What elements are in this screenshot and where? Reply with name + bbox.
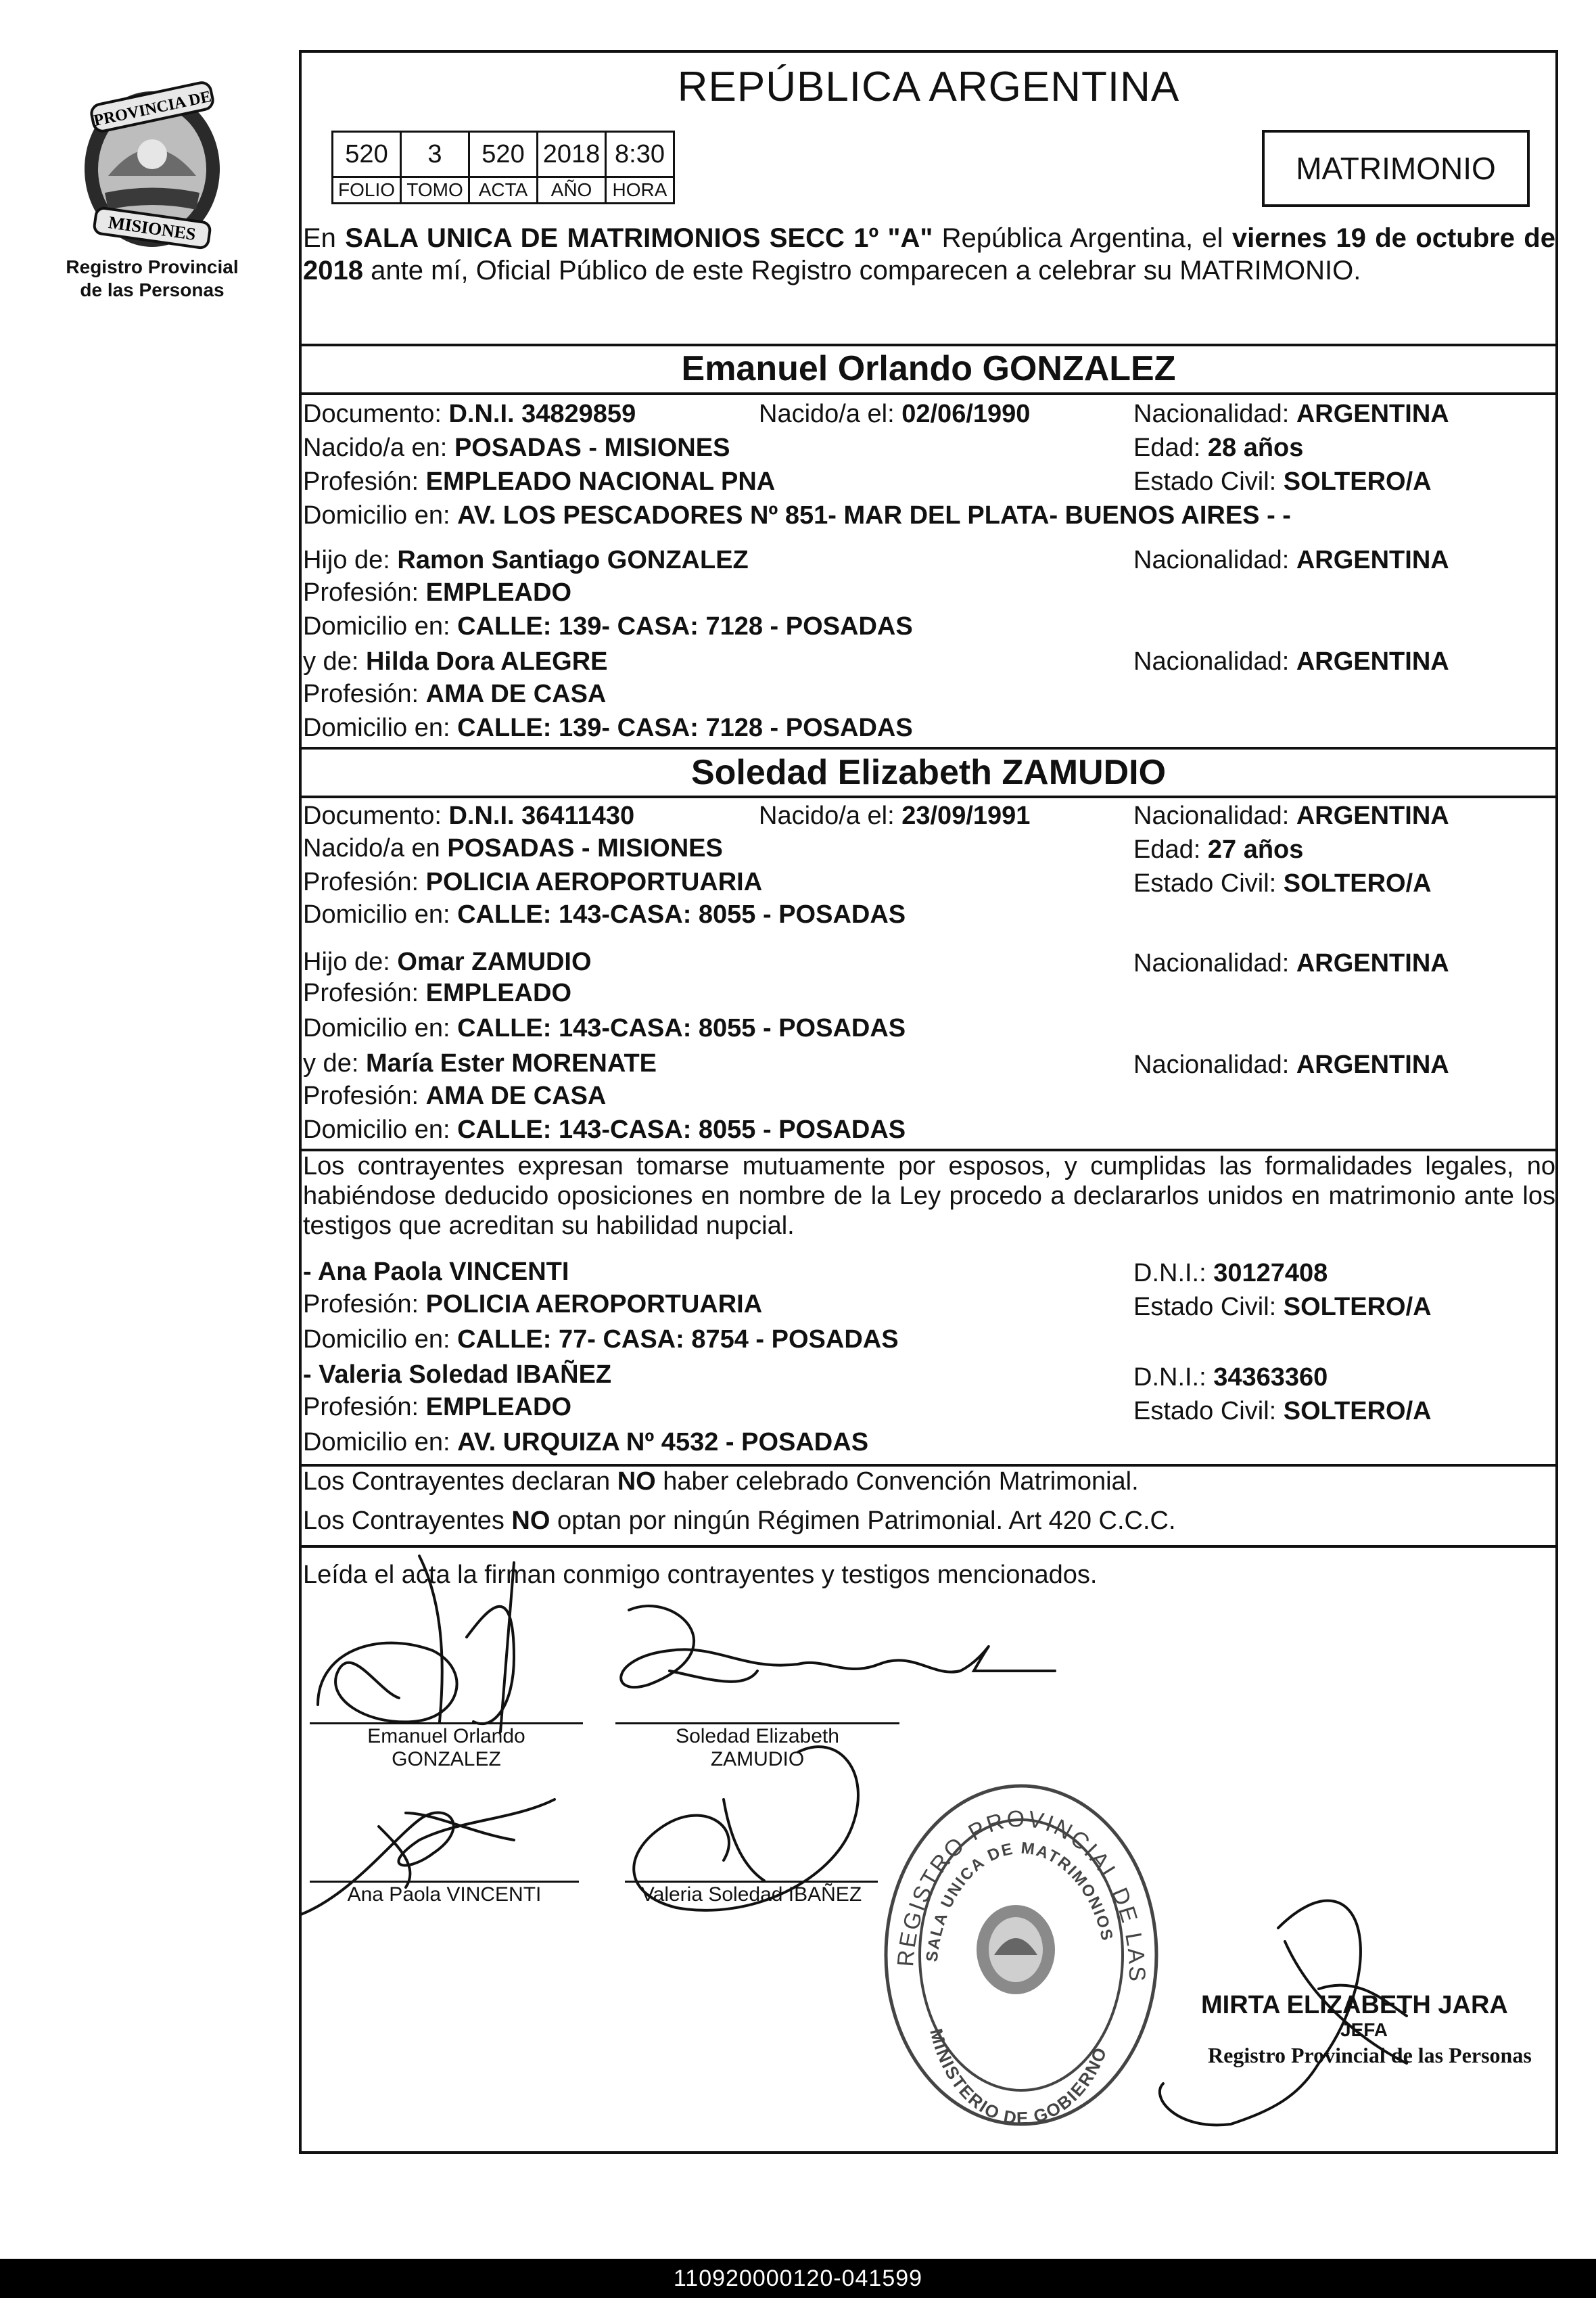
value: AMA DE CASA (425, 680, 607, 708)
intro-text-2: República Argentina, el (933, 223, 1232, 253)
value: CALLE: 143-CASA: 8055 - POSADAS (457, 900, 906, 929)
document-type-box: MATRIMONIO (1262, 130, 1530, 207)
label: Estado Civil: (1133, 467, 1277, 496)
value: SOLTERO/A (1283, 1397, 1432, 1425)
value: AV. LOS PESCADORES Nº 851- MAR DEL PLATA- BUENOS AIRES - - (457, 501, 1291, 530)
prefix: - (303, 1258, 318, 1286)
value: POSADAS - MISIONES (447, 834, 723, 863)
label: y de: (303, 647, 359, 676)
seal-outer-text-path: REGISTRO PROVINCIAL DE LAS PERSONAS (862, 1752, 1150, 1983)
value: D.N.I. 36411430 (448, 802, 635, 830)
label: Profesión: (303, 1082, 419, 1110)
page-title: REPÚBLICA ARGENTINA (677, 64, 1180, 110)
line1: Soledad Elizabeth (676, 1725, 839, 1747)
value: Hilda Dora ALEGRE (365, 647, 608, 676)
label: Hijo de: (303, 948, 390, 976)
value: CALLE: 139- CASA: 7128 - POSADAS (457, 612, 913, 641)
label: Nacido/a en: (303, 434, 448, 462)
label: Profesión: (303, 680, 419, 708)
label: Nacido/a el: (759, 802, 895, 830)
official-name: MIRTA ELIZABETH JARA (1201, 1991, 1508, 2019)
anio-label: AÑO (538, 177, 606, 204)
value: ARGENTINA (1296, 802, 1449, 830)
tomo-label: TOMO (401, 177, 469, 204)
value: ARGENTINA (1296, 546, 1449, 574)
document-barcode: 110920000120-041599 (0, 2259, 1596, 2298)
label: Documento: (303, 802, 442, 830)
official-office: Registro Provincial de las Personas (1208, 2043, 1532, 2067)
label: Domicilio en: (303, 1428, 450, 1456)
value: Ramon Santiago GONZALEZ (397, 546, 749, 574)
label: Nacionalidad: (1133, 802, 1290, 830)
value: ARGENTINA (1296, 400, 1449, 428)
emblem-bottom-text: MISIONES (107, 212, 197, 244)
value: 02/06/1990 (901, 400, 1031, 428)
label: Nacionalidad: (1133, 647, 1290, 676)
value: SOLTERO/A (1283, 467, 1432, 496)
label: Domicilio en: (303, 612, 450, 641)
value: SOLTERO/A (1283, 869, 1432, 898)
label: Hijo de: (303, 546, 390, 574)
value: CALLE: 77- CASA: 8754 - POSADAS (457, 1325, 899, 1354)
folio-label: FOLIO (333, 177, 401, 204)
official-title: JEFA (1340, 2019, 1388, 2040)
value: 23/09/1991 (901, 802, 1031, 830)
value: ARGENTINA (1296, 949, 1449, 978)
label: D.N.I.: (1133, 1363, 1206, 1392)
label: Nacionalidad: (1133, 949, 1290, 978)
intro-office: SALA UNICA DE MATRIMONIOS SECC 1º "A" (345, 223, 933, 253)
value: 30127408 (1213, 1259, 1328, 1287)
text: optan por ningún Régimen Patrimonial. Art 420 C.C.C. (550, 1507, 1176, 1535)
value: CALLE: 139- CASA: 7128 - POSADAS (457, 714, 913, 742)
bride-signature-icon (621, 1606, 1055, 1687)
intro-date: viernes 19 de octubre de 2018 (303, 223, 1555, 285)
label: Edad: (1133, 434, 1201, 462)
label: Profesión: (303, 467, 419, 496)
label: Documento: (303, 400, 442, 428)
value: 28 años (1207, 434, 1304, 462)
text: Los Contrayentes (303, 1507, 512, 1535)
label: Nacionalidad: (1133, 1051, 1290, 1079)
label: Profesión: (303, 1393, 419, 1421)
groom-name: Emanuel Orlando GONZALEZ (681, 349, 1176, 388)
value: POLICIA AEROPORTUARIA (425, 868, 763, 896)
label: Edad: (1133, 835, 1201, 864)
witness-2-signature-icon (634, 1747, 858, 1910)
label: Domicilio en: (303, 1014, 450, 1042)
label: y de: (303, 1049, 359, 1078)
label: Nacido/a el: (759, 400, 895, 428)
label: Domicilio en: (303, 1116, 450, 1144)
label: Profesión: (303, 979, 419, 1007)
value: EMPLEADO (425, 578, 572, 607)
value: 27 años (1207, 835, 1304, 864)
label: Nacionalidad: (1133, 400, 1290, 428)
label: Estado Civil: (1133, 869, 1277, 898)
label: Domicilio en: (303, 1325, 450, 1354)
hora-value: 8:30 (606, 132, 674, 177)
label: Nacido/a en (303, 834, 440, 863)
value: 34363360 (1213, 1363, 1328, 1392)
emphasis: NO (617, 1467, 656, 1496)
groom-signature-icon (318, 1556, 514, 1732)
value: EMPLEADO (425, 979, 572, 1007)
value: CALLE: 143-CASA: 8055 - POSADAS (457, 1014, 906, 1042)
value: AV. URQUIZA Nº 4532 - POSADAS (457, 1428, 869, 1456)
text: haber celebrado Convención Matrimonial. (655, 1467, 1139, 1496)
acta-label: ACTA (469, 177, 538, 204)
label: Estado Civil: (1133, 1293, 1277, 1321)
witness-2-signature-label: Valeria Soledad IBAÑEZ (640, 1883, 862, 1906)
value: Valeria Soledad IBAÑEZ (319, 1360, 612, 1389)
line2: GONZALEZ (392, 1748, 501, 1770)
value: SOLTERO/A (1283, 1293, 1432, 1321)
intro-text-1: En (303, 223, 346, 253)
seal-crest-icon (977, 1905, 1055, 1994)
witness-1-signature-icon (301, 1799, 555, 1914)
value: CALLE: 143-CASA: 8055 - POSADAS (457, 1116, 906, 1144)
registry-caption-line1: Registro Provincial (66, 256, 239, 277)
acta-value: 520 (469, 132, 538, 177)
value: ARGENTINA (1296, 1051, 1449, 1079)
label: Profesión: (303, 1290, 419, 1318)
emphasis: NO (511, 1507, 550, 1535)
line2: ZAMUDIO (710, 1748, 805, 1770)
value: POLICIA AEROPORTUARIA (425, 1290, 763, 1318)
seal-bottom-text-path: MINISTERIO DE GOBIERNO (926, 2026, 1111, 2129)
folio-value: 520 (333, 132, 401, 177)
label: Domicilio en: (303, 900, 450, 929)
value: EMPLEADO (425, 1393, 572, 1421)
label: Profesión: (303, 868, 419, 896)
label: Nacionalidad: (1133, 546, 1290, 574)
value: ARGENTINA (1296, 647, 1449, 676)
witness-1-signature-label: Ana Paola VINCENTI (347, 1883, 542, 1906)
registry-caption-line2: de las Personas (80, 279, 225, 300)
prefix: - (303, 1360, 319, 1389)
label: Domicilio en: (303, 501, 450, 530)
official-seal (862, 1752, 1170, 2129)
intro-text-3: ante mí, Oficial Público de este Registro comparecen a celebrar su MATRIMONIO. (362, 256, 1361, 285)
value: D.N.I. 34829859 (448, 400, 636, 428)
value: Ana Paola VINCENTI (317, 1258, 569, 1286)
hora-label: HORA (606, 177, 674, 204)
seal-inner-text-path: SALA UNICA DE MATRIMONIOS (922, 1839, 1117, 1963)
seal-bottom-text (926, 2027, 1111, 2128)
text: Los Contrayentes declaran (303, 1467, 617, 1496)
bride-name: Soledad Elizabeth ZAMUDIO (690, 753, 1167, 792)
tomo-value: 3 (401, 132, 469, 177)
emblem-top-text: PROVINCIA DE (92, 87, 213, 131)
value: POSADAS - MISIONES (454, 434, 730, 462)
line1: Emanuel Orlando (367, 1725, 525, 1747)
value: María Ester MORENATE (365, 1049, 657, 1078)
signatures-intro: Leída el acta la firman conmigo contrayentes y testigos mencionados. (303, 1561, 1098, 1589)
anio-value: 2018 (538, 132, 606, 177)
declaration-paragraph: Los contrayentes expresan tomarse mutuamente por esposos, y cumplidas las formalidades legales, no habiéndose deducido oposiciones en nombre de la Ley procedo a declararlos unidos en matrimonio ante los testigos que acreditan su habilidad nupcial. (303, 1152, 1555, 1240)
label: Domicilio en: (303, 714, 450, 742)
label: Profesión: (303, 578, 419, 607)
label: D.N.I.: (1133, 1259, 1206, 1287)
value: AMA DE CASA (425, 1082, 607, 1110)
label: Estado Civil: (1133, 1397, 1277, 1425)
value: EMPLEADO NACIONAL PNA (425, 467, 776, 496)
value: Omar ZAMUDIO (397, 948, 592, 976)
